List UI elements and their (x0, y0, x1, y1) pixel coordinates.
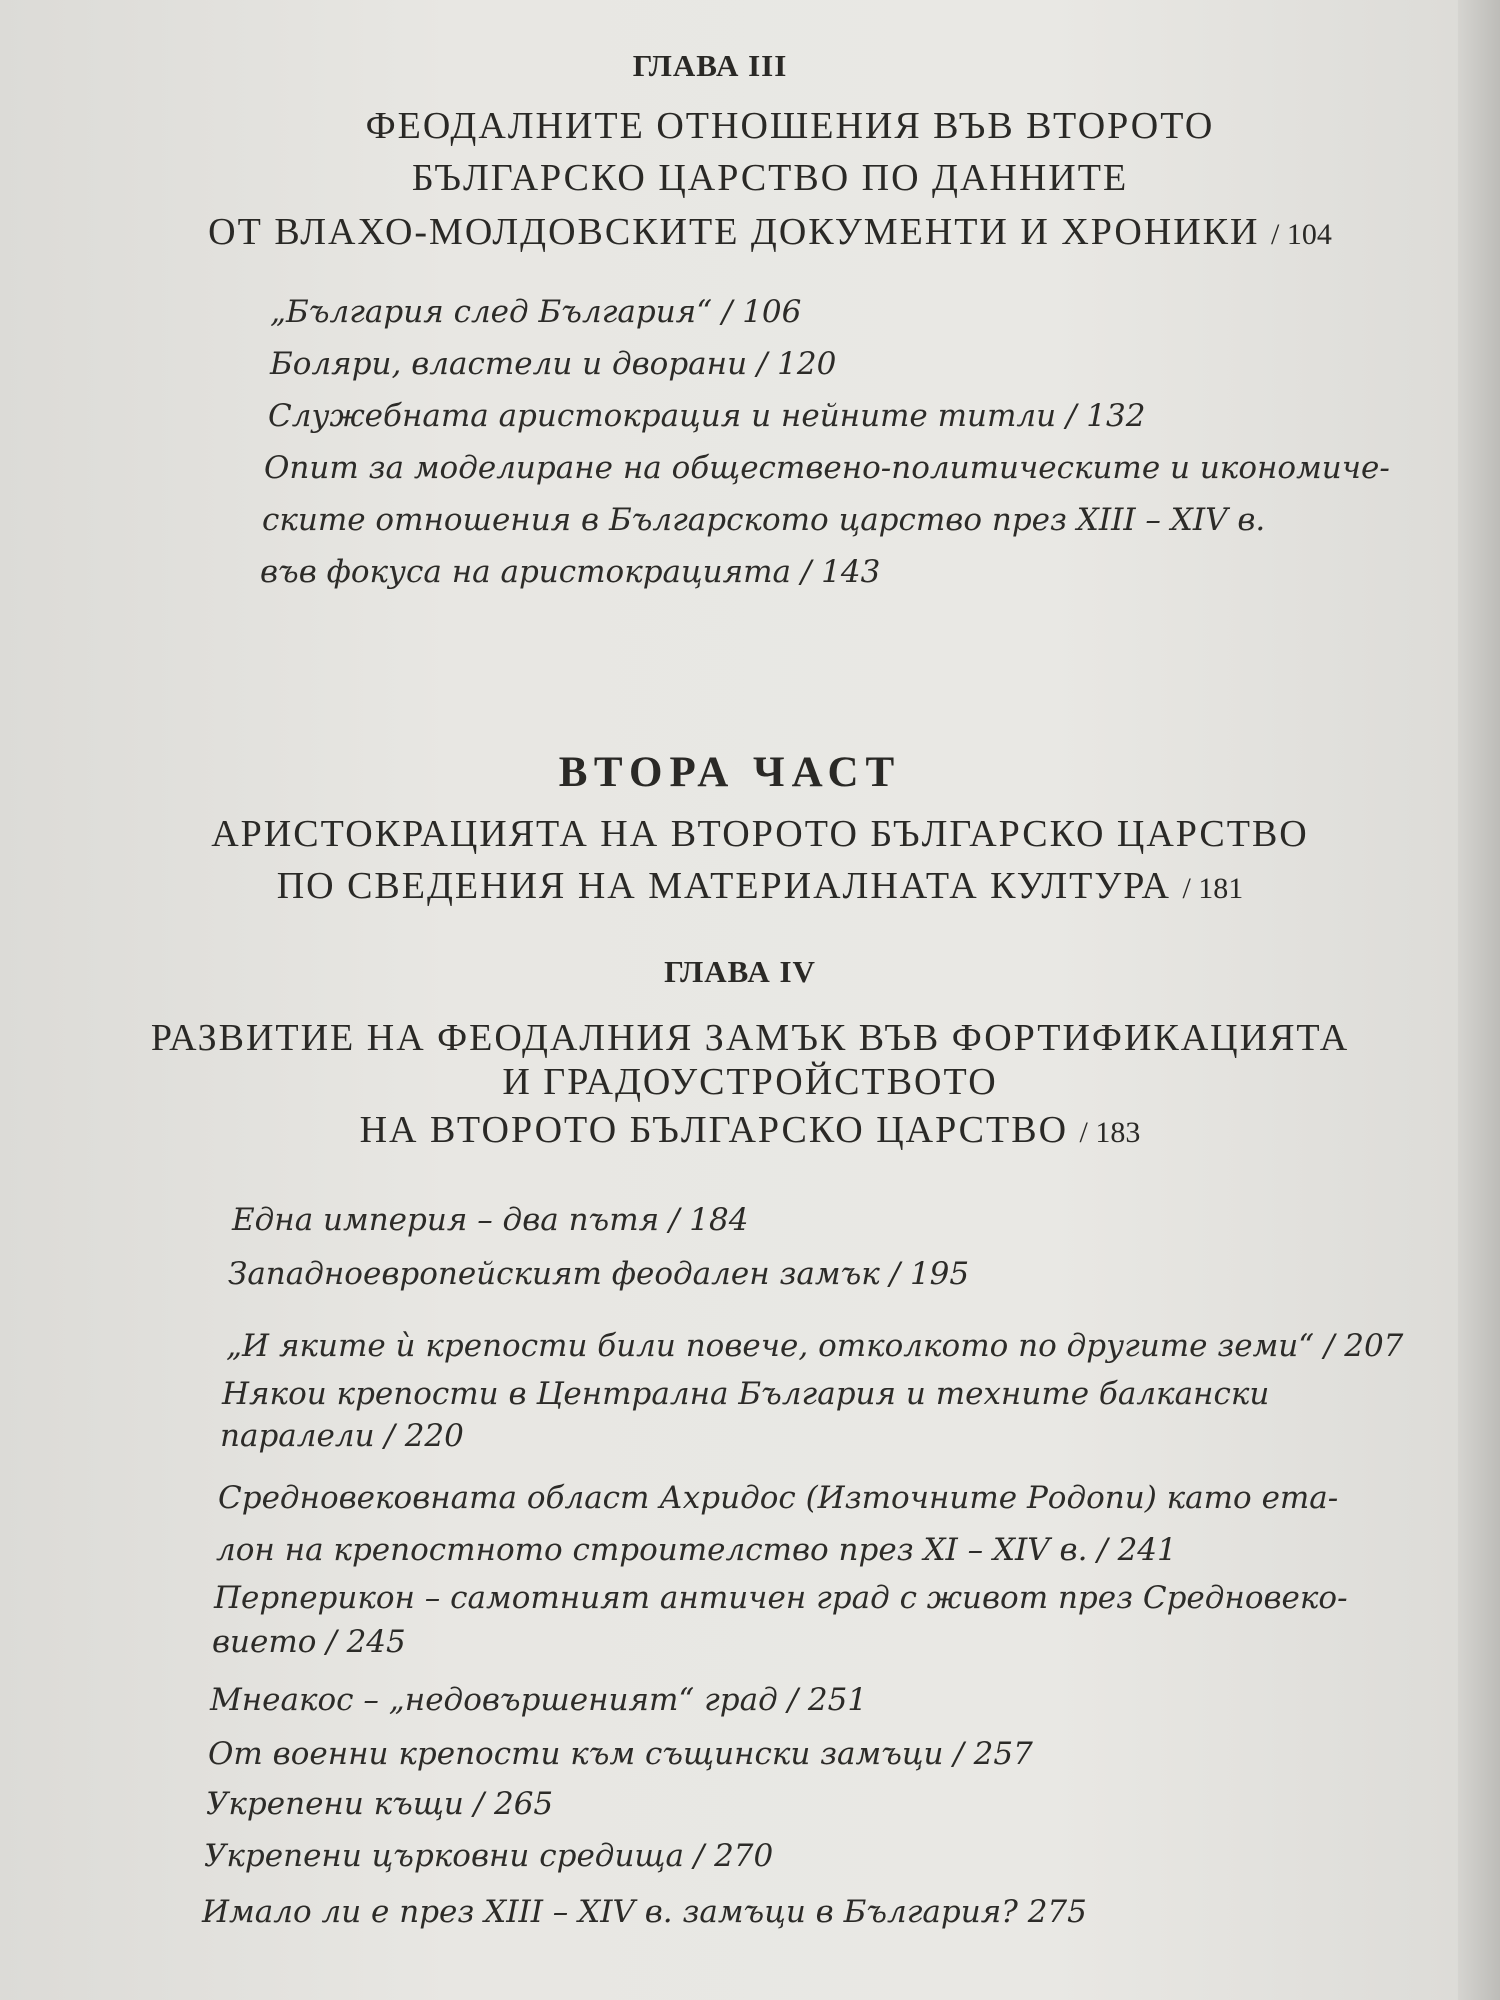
chapter-4-page-ref: / 183 (1079, 1116, 1141, 1149)
part-2-label: ВТОРА ЧАСТ (558, 749, 902, 796)
chapter-4-title-line-1: РАЗВИТИЕ НА ФЕОДАЛНИЯ ЗАМЪК ВЪВ ФОРТИФИКАЦИЯТА (150, 1017, 1350, 1059)
toc-entry[interactable]: „И яките ѝ крепости били повече, отколкото по другите земи“ / 207 (226, 1328, 1404, 1364)
chapter-3-page-ref: / 104 (1270, 218, 1332, 251)
chapter-3-label: ГЛАВА III (632, 48, 788, 83)
toc-entry[interactable]: Укрепени църковни средища / 270 (204, 1838, 774, 1874)
part-2-title-line-1: АРИСТОКРАЦИЯТА НА ВТОРОТО БЪЛГАРСКО ЦАРСТВО (211, 813, 1309, 855)
toc-entry[interactable]: паралели / 220 (220, 1418, 464, 1454)
toc-entry[interactable]: Средновековната област Ахридос (Източните Родопи) като ета- (218, 1480, 1339, 1516)
toc-entry[interactable]: Западноевропейският феодален замък / 195 (228, 1256, 970, 1292)
part-2-title-text: ПО СВЕДЕНИЯ НА МАТЕРИАЛНАТА КУЛТУРА (276, 865, 1171, 907)
chapter-4-label: ГЛАВА IV (664, 954, 816, 989)
toc-entry[interactable]: Една империя – два пътя / 184 (232, 1202, 749, 1238)
chapter-3-title-text: ОТ ВЛАХО-МОЛДОВСКИТЕ ДОКУМЕНТИ И ХРОНИКИ (208, 211, 1260, 253)
chapter-3-title-line-2: БЪЛГАРСКО ЦАРСТВО ПО ДАННИТЕ (411, 157, 1129, 199)
toc-entry[interactable]: Перперикон – самотният античен град с живот през Средновеко- (214, 1580, 1348, 1616)
chapter-4-title-line-3 (0, 1108, 1500, 1152)
page-edge (1458, 0, 1500, 2000)
chapter-3-title-line-3 (20, 210, 1500, 254)
part-2-title-line-2 (10, 864, 1500, 908)
toc-entry[interactable]: Някои крепости в Централна България и техните балкански (222, 1376, 1270, 1412)
toc-entry[interactable]: Укрепени къщи / 265 (206, 1786, 554, 1822)
chapter-4-title-line-2: И ГРАДОУСТРОЙСТВОТО (502, 1061, 998, 1103)
toc-entry[interactable]: лон на крепостното строителство през XI – XIV в. / 241 (216, 1532, 1177, 1568)
toc-entry[interactable]: Опит за моделиране на обществено-политическите и икономиче- (264, 450, 1390, 486)
toc-entry[interactable]: „България след България“ / 106 (270, 294, 802, 330)
toc-entry[interactable]: вието / 245 (212, 1624, 406, 1660)
toc-entry[interactable]: във фокуса на аристокрацията / 143 (260, 554, 881, 590)
toc-entry[interactable]: От военни крепости към същински замъци / 257 (208, 1736, 1033, 1772)
toc-entry[interactable]: Мнеакос – „недовършеният“ град / 251 (210, 1682, 868, 1718)
toc-entry[interactable]: Имало ли е през XIII – XIV в. замъци в България? 275 (202, 1894, 1087, 1930)
part-2-page-ref: / 181 (1182, 872, 1244, 905)
toc-entry[interactable]: ските отношения в Българското царство през XIII – XIV в. (262, 502, 1266, 538)
toc-entry[interactable]: Боляри, властели и дворани / 120 (270, 346, 837, 382)
toc-entry[interactable]: Служебната аристокрация и нейните титли / 132 (268, 398, 1146, 434)
chapter-3-title-line-1: ФЕОДАЛНИТЕ ОТНОШЕНИЯ ВЪВ ВТОРОТО (365, 105, 1215, 147)
chapter-4-title-text: НА ВТОРОТО БЪЛГАРСКО ЦАРСТВО (359, 1109, 1069, 1151)
